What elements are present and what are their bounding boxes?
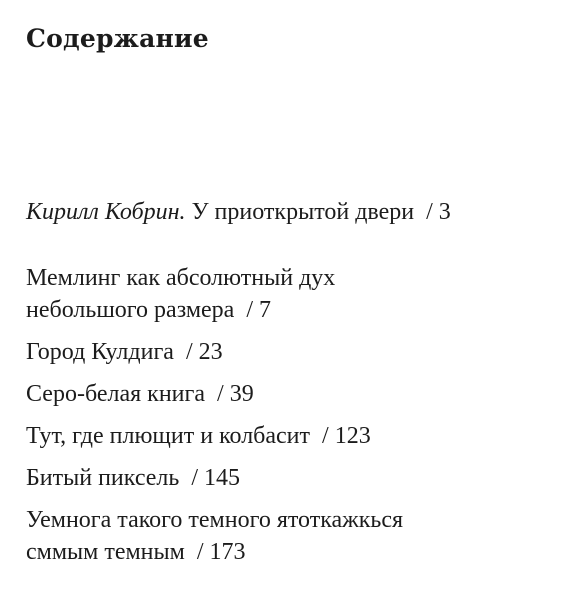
toc-entry-kuldiga	[26, 336, 546, 368]
toc-title: Битый пиксель	[26, 465, 180, 491]
toc-page-number: 173	[209, 539, 246, 565]
toc-page-number: 123	[334, 423, 371, 449]
toc-separator: /	[185, 339, 193, 365]
toc-page-number: 3	[438, 199, 451, 225]
toc-entry-dead-pixel	[26, 462, 546, 494]
toc-separator: /	[426, 199, 433, 225]
toc-page-number: 39	[229, 381, 254, 407]
toc-title: Серо-белая книга	[26, 381, 206, 407]
toc-entry-memling	[26, 262, 546, 326]
toc-title-line1: Мемлинг как абсолютный дух	[26, 265, 336, 291]
toc-page-number: 7	[259, 297, 271, 323]
table-of-contents	[26, 196, 546, 578]
toc-separator: /	[196, 539, 204, 565]
toc-entry-here-where	[26, 420, 546, 452]
toc-separator: /	[191, 465, 199, 491]
toc-separator: /	[217, 381, 224, 407]
toc-title: У приоткрытой двери	[191, 199, 415, 225]
toc-separator: /	[246, 297, 253, 323]
toc-title-line2: сммым темным	[26, 539, 185, 565]
toc-entry-preface	[26, 196, 546, 228]
toc-page-number: 23	[198, 339, 223, 365]
toc-title-line1: Уемнога такого темного ятоткажкься	[26, 507, 404, 533]
toc-title: Тут, где плющит и колбасит	[26, 423, 311, 449]
toc-page-number: 145	[204, 465, 241, 491]
toc-entry-grey-white-book	[26, 378, 546, 410]
toc-title: Город Кулдига	[26, 339, 174, 365]
page-title: Содержание	[26, 24, 209, 53]
toc-author: Кирилл Кобрин.	[26, 199, 186, 225]
toc-entry-dark	[26, 504, 546, 568]
toc-title-line2: небольшого размера	[26, 297, 235, 323]
toc-separator: /	[322, 423, 329, 449]
